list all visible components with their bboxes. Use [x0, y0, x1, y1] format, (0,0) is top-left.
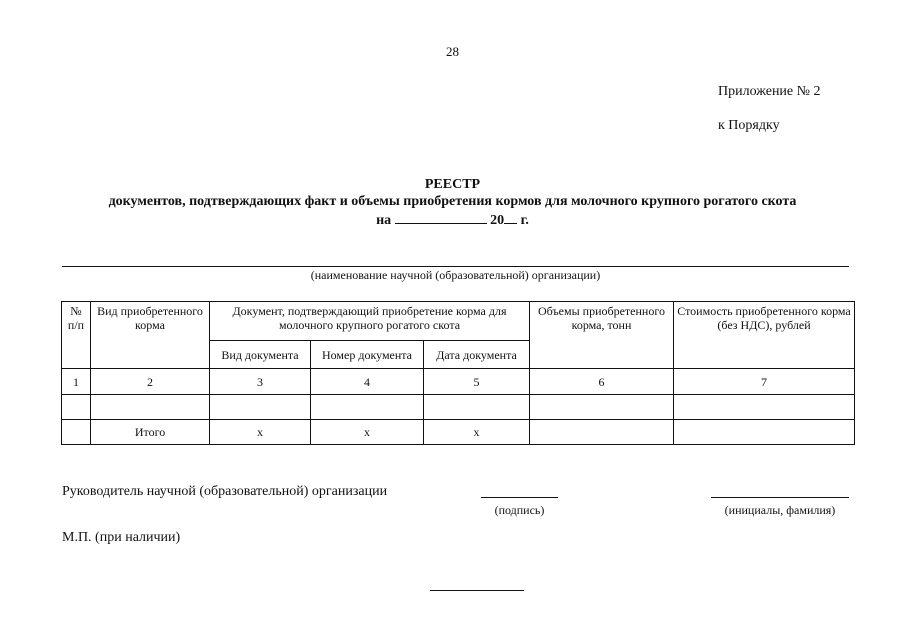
header-cost: Стоимость приобретенного корма (без НДС), рублей: [674, 302, 855, 369]
table-cell: [530, 395, 674, 420]
column-number: 4: [311, 369, 424, 395]
header-feed-type: Вид приобретенного корма: [91, 302, 210, 369]
registry-table: [61, 301, 855, 445]
column-number: 5: [424, 369, 530, 395]
document-heading: РЕЕСТР: [424, 177, 481, 192]
column-number: 3: [210, 369, 311, 395]
table-cell: [62, 420, 91, 445]
total-label: Итого: [91, 420, 210, 445]
page-number: 28: [446, 44, 459, 59]
date-suffix: г.: [520, 213, 529, 228]
table-cell: [530, 420, 674, 445]
header-doc-number: Номер документа: [311, 341, 424, 369]
date-blank-field: [395, 210, 487, 224]
header-num: № п/п: [62, 302, 91, 369]
table-cell: [311, 395, 424, 420]
document-title-block: [40, 176, 865, 229]
table-cell: [210, 395, 311, 420]
header-document-group: Документ, подтверждающий приобретение корма для молочного крупного рогатого скота: [210, 302, 530, 341]
organization-caption: (наименование научной (образовательной) организации): [310, 268, 601, 282]
appendix-label: Приложение № 2: [718, 84, 821, 99]
table-cell: [674, 420, 855, 445]
document-date-line: [40, 210, 865, 229]
header-doc-date: Дата документа: [424, 341, 530, 369]
organization-name-line: [62, 266, 849, 267]
table-cell: [424, 395, 530, 420]
header-volume: Объемы приобретенного корма, тонн: [530, 302, 674, 369]
table-header-row: [62, 302, 855, 341]
bottom-divider-line: [430, 590, 524, 591]
date-year: 20: [490, 213, 505, 228]
column-number: 1: [62, 369, 91, 395]
date-prefix: на: [376, 213, 392, 228]
head-of-organization-label: Руководитель научной (образовательной) организации: [62, 484, 388, 499]
total-doc-type: х: [210, 420, 311, 445]
year-blank-field: [504, 210, 517, 224]
name-caption: (инициалы, фамилия): [724, 503, 836, 517]
empty-data-row: [62, 395, 855, 420]
signature-line: [481, 497, 558, 498]
table-cell: [674, 395, 855, 420]
total-doc-date: х: [424, 420, 530, 445]
signature-caption: (подпись): [494, 503, 545, 517]
column-number: 7: [674, 369, 855, 395]
order-label: к Порядку: [718, 118, 780, 133]
column-number: 2: [91, 369, 210, 395]
name-line: [711, 497, 849, 498]
total-doc-number: х: [311, 420, 424, 445]
column-number-row: [62, 369, 855, 395]
document-subtitle: документов, подтверждающих факт и объемы приобретения кормов для молочного крупного рогатого скота: [108, 194, 797, 209]
column-number: 6: [530, 369, 674, 395]
seal-label: М.П. (при наличии): [62, 530, 181, 545]
table-cell: [91, 395, 210, 420]
header-doc-type: Вид документа: [210, 341, 311, 369]
total-row: [62, 420, 855, 445]
table-cell: [62, 395, 91, 420]
